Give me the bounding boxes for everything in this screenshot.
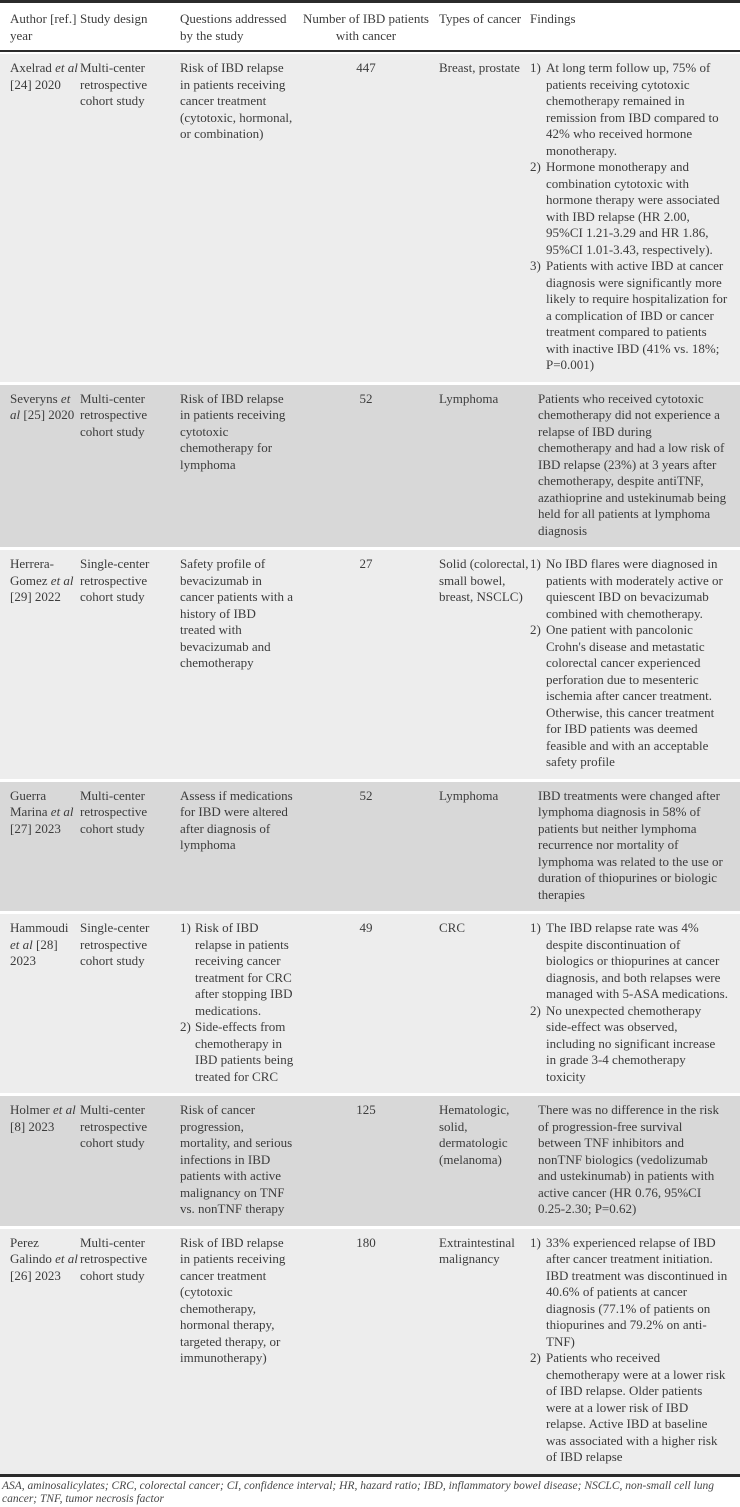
numbered-finding-item bbox=[530, 1350, 728, 1466]
text-block bbox=[530, 788, 728, 904]
questions-cell bbox=[170, 788, 298, 904]
cancer-types-cell: Hematologic, solid, dermatologic (melanoma) bbox=[439, 1102, 510, 1167]
item-text: Side-effects from chemotherapy in IBD patients being treated for CRC bbox=[195, 1019, 294, 1084]
item-number: 2) bbox=[180, 1019, 191, 1034]
questions-cell bbox=[170, 60, 298, 374]
author-etal: et al bbox=[55, 1251, 78, 1266]
column-header-questions: Questions addressed by the study bbox=[180, 11, 287, 43]
publication-year: 2023 bbox=[28, 1118, 55, 1134]
table-row bbox=[0, 1229, 740, 1474]
item-text: IBD treatments were changed after lymphoma diagnosis in 58% of patients but neither lymphoma recurrence nor mortality of lymphoma was related to the use or duration of thiopurines or biologic therapies bbox=[538, 787, 723, 902]
author-name: Guerra Marina bbox=[10, 787, 48, 819]
questions-cell bbox=[170, 920, 298, 1085]
item-text: Hormone monotherapy and combination cytotoxic with hormone therapy were associated with IBD relapse (HR 2.00, 95%CI 1.21-3.29 and HR 1.86, 95%CI 1.01-3.43, respectively). bbox=[546, 159, 720, 257]
patient-count-cell: 52 bbox=[359, 390, 373, 406]
findings-cell bbox=[530, 788, 740, 904]
item-text: Risk of cancer progression, mortality, and serious infections in IBD patients with active malignancy on TNF vs. nonTNF therapy bbox=[180, 1102, 293, 1216]
table-row bbox=[0, 1096, 740, 1226]
item-number: 2) bbox=[530, 159, 541, 174]
cancer-types-cell: Solid (colorectal, small bowel, breast, NSCLC) bbox=[439, 556, 529, 604]
item-text: Patients who received chemotherapy were at a lower risk of IBD relapse. Older patients were at a lower risk of IBD relapse. Active IBD at baseline was associated with a higher risk of IBD relapse bbox=[546, 1350, 726, 1464]
author-etal: et al bbox=[52, 1102, 76, 1117]
column-header-study-design: Study design bbox=[80, 11, 148, 26]
author-etal: et al bbox=[10, 936, 33, 952]
text-block bbox=[180, 788, 294, 854]
study-design-cell: Multi-center retrospective cohort study bbox=[80, 390, 148, 439]
item-number: 2) bbox=[530, 1350, 541, 1365]
author-cell bbox=[0, 920, 80, 1085]
publication-year: 2020 bbox=[48, 407, 75, 422]
item-number: 2) bbox=[530, 1002, 541, 1018]
cancer-types-cell: Lymphoma bbox=[439, 787, 499, 803]
questions-cell bbox=[170, 391, 298, 540]
table-row bbox=[0, 550, 740, 779]
author-cell bbox=[0, 1102, 80, 1218]
author-name: Holmer bbox=[10, 1102, 50, 1117]
numbered-finding-item bbox=[530, 1235, 728, 1351]
publication-year: 2020 bbox=[34, 76, 61, 92]
author-name: Hammoudi bbox=[10, 920, 69, 935]
numbered-finding-item bbox=[530, 159, 728, 258]
publication-year: 2023 bbox=[34, 1267, 61, 1283]
study-design-cell: Multi-center retrospective cohort study bbox=[80, 60, 148, 108]
study-design-cell: Multi-center retrospective cohort study bbox=[80, 1102, 148, 1150]
column-header-patient-count: Number of IBD patients with cancer bbox=[302, 11, 429, 43]
findings-cell bbox=[530, 920, 740, 1085]
patient-count-cell: 447 bbox=[356, 60, 376, 75]
patient-count-cell: 27 bbox=[359, 556, 373, 571]
author-reference-number: [24] bbox=[10, 76, 32, 92]
author-cell bbox=[0, 556, 80, 771]
cancer-types-cell: CRC bbox=[439, 920, 466, 935]
text-block bbox=[180, 1102, 294, 1218]
author-name: Herrera-Gomez bbox=[10, 556, 55, 588]
author-name: Severyns bbox=[10, 390, 58, 406]
numbered-finding-item bbox=[530, 60, 728, 159]
item-text: Risk of IBD relapse in patients receiving cancer treatment for CRC after stopping IBD medications. bbox=[195, 920, 293, 1018]
numbered-finding-item bbox=[530, 920, 728, 1003]
item-text: At long term follow up, 75% of patients receiving cytotoxic chemotherapy remained in remission from IBD compared to 42% who received hormone monotherapy. bbox=[546, 60, 719, 158]
findings-cell bbox=[530, 1102, 740, 1218]
item-text: Risk of IBD relapse in patients receiving cytotoxic chemotherapy for lymphoma bbox=[180, 390, 286, 472]
item-text: No IBD flares were diagnosed in patients with moderately active or quiescent IBD on bevacizumab combined with chemotherapy. bbox=[546, 556, 723, 621]
item-text: 33% experienced relapse of IBD after cancer treatment initiation. IBD treatment was discontinued in 40.6% of patients at cancer diagnosis (77.1% of patients on thiopurines and 79.2% on anti-TNF) bbox=[546, 1234, 728, 1349]
table-header-row bbox=[0, 3, 740, 52]
findings-cell bbox=[530, 556, 740, 771]
item-number: 3) bbox=[530, 258, 541, 273]
item-text: No unexpected chemotherapy side-effect was observed, including no significant increase in grade 3-4 chemotherapy toxicity bbox=[546, 1002, 716, 1084]
column-header-cancer-types: Types of cancer bbox=[439, 11, 522, 26]
findings-cell bbox=[530, 391, 740, 540]
table-body bbox=[0, 54, 740, 1477]
item-number: 1) bbox=[530, 556, 541, 571]
patient-count-cell: 125 bbox=[356, 1102, 376, 1117]
table-row bbox=[0, 914, 740, 1093]
column-header-findings: Findings bbox=[530, 11, 576, 26]
author-cell bbox=[0, 1235, 80, 1466]
patient-count-cell: 49 bbox=[359, 920, 373, 935]
author-cell bbox=[0, 60, 80, 374]
item-text: One patient with pancolonic Crohn's disease and metastatic colorectal cancer experienced perforation due to mesenteric ischemia after cancer treatment. Otherwise, this cancer treatment for IBD patients was deemed feasible and with an acceptable safety profile bbox=[546, 622, 715, 769]
numbered-finding-item bbox=[530, 556, 728, 622]
item-text: The IBD relapse rate was 4% despite discontinuation of biologics or thiopurines at cancer diagnosis, and both relapses were managed with 5-ASA medications. bbox=[546, 920, 728, 1001]
text-block bbox=[530, 1102, 728, 1218]
author-reference-number: [26] bbox=[10, 1267, 32, 1283]
author-etal: et al bbox=[10, 390, 71, 422]
findings-cell bbox=[530, 60, 740, 374]
item-number: 1) bbox=[530, 920, 541, 935]
item-text: Risk of IBD relapse in patients receiving cancer treatment (cytotoxic, hormonal, or combination) bbox=[180, 60, 293, 141]
item-text: There was no difference in the risk of progression-free survival between TNF inhibitors and nonTNF biologics (vedolizumab and ustekinumab) in patients with active cancer (HR 0.76, 95%CI 0.25-2.30; P=0.62) bbox=[538, 1102, 719, 1216]
publication-year: 2023 bbox=[34, 820, 61, 836]
questions-cell bbox=[170, 1102, 298, 1218]
text-block bbox=[180, 391, 294, 474]
numbered-finding-item bbox=[530, 258, 728, 374]
author-reference-number: [8] bbox=[10, 1118, 26, 1134]
cancer-types-cell: Breast, prostate bbox=[439, 60, 520, 75]
author-cell bbox=[0, 788, 80, 904]
item-number: 1) bbox=[530, 60, 541, 75]
study-design-cell: Multi-center retrospective cohort study bbox=[80, 1234, 148, 1283]
abbreviations-footnote: ASA, aminosalicylates; CRC, colorectal cancer; CI, confidence interval; HR, hazard ratio; IBD, inflammatory bowel disease; NSCLC, non-small cell lung cancer; TNF, tumor necrosis factor bbox=[2, 1479, 715, 1506]
table-row bbox=[0, 782, 740, 912]
study-design-cell: Single-center retrospective cohort study bbox=[80, 556, 150, 604]
publication-year: 2022 bbox=[34, 589, 61, 604]
numbered-finding-item bbox=[530, 622, 728, 771]
patient-count-cell: 52 bbox=[359, 787, 373, 803]
author-reference-number: [27] bbox=[10, 820, 32, 836]
item-number: 1) bbox=[530, 1234, 541, 1250]
item-number: 1) bbox=[180, 920, 191, 935]
cancer-types-cell: Extraintestinal malignancy bbox=[439, 1234, 515, 1266]
item-text: Patients who received cytotoxic chemotherapy did not experience a relapse of IBD during chemotherapy and had a low risk of IBD relapse (23%) at 3 years after chemotherapy, despite antiTNF, azathioprine and ustekinumab being held for all patients at lymphoma diagnosis bbox=[538, 390, 727, 538]
item-text: Assess if medications for IBD were altered after diagnosis of lymphoma bbox=[180, 787, 293, 852]
numbered-finding-item bbox=[180, 1019, 294, 1085]
questions-cell bbox=[170, 1235, 298, 1466]
text-block bbox=[180, 60, 294, 143]
text-block bbox=[180, 1235, 294, 1367]
table-row bbox=[0, 385, 740, 548]
author-etal: et al bbox=[50, 572, 74, 588]
author-reference-number: [29] bbox=[10, 589, 32, 604]
item-text: Safety profile of bevacizumab in cancer patients with a history of IBD treated with bevacizumab and chemotherapy bbox=[180, 556, 293, 670]
patient-count-cell: 180 bbox=[356, 1234, 376, 1250]
text-block bbox=[530, 391, 728, 540]
numbered-finding-item bbox=[530, 1003, 728, 1086]
cancer-types-cell: Lymphoma bbox=[439, 390, 499, 406]
study-design-cell: Multi-center retrospective cohort study bbox=[80, 787, 148, 836]
numbered-finding-item bbox=[180, 920, 294, 1019]
text-block bbox=[180, 556, 294, 672]
column-header-author: Author [ref.] year bbox=[10, 11, 77, 43]
table-row bbox=[0, 54, 740, 382]
study-design-cell: Single-center retrospective cohort study bbox=[80, 920, 150, 968]
author-etal: et al bbox=[55, 60, 78, 75]
author-reference-number: [25] bbox=[23, 407, 46, 422]
item-number: 2) bbox=[530, 622, 541, 637]
author-reference-number: [28] bbox=[36, 936, 58, 952]
questions-cell bbox=[170, 556, 298, 771]
author-name: Axelrad bbox=[10, 60, 52, 75]
publication-year: 2023 bbox=[10, 953, 36, 968]
item-text: Risk of IBD relapse in patients receiving cancer treatment (cytotoxic chemotherapy, hormonal therapy, targeted therapy, or immunotherapy) bbox=[180, 1234, 286, 1365]
author-cell bbox=[0, 391, 80, 540]
author-name: Perez Galindo bbox=[10, 1234, 52, 1266]
findings-cell bbox=[530, 1235, 740, 1466]
item-text: Patients with active IBD at cancer diagnosis were significantly more likely to require hospitalization for a complication of IBD or cancer treatment compared to patients with inactive IBD (41% vs. 18%; P=0.001) bbox=[546, 258, 728, 372]
author-etal: et al bbox=[50, 804, 74, 819]
